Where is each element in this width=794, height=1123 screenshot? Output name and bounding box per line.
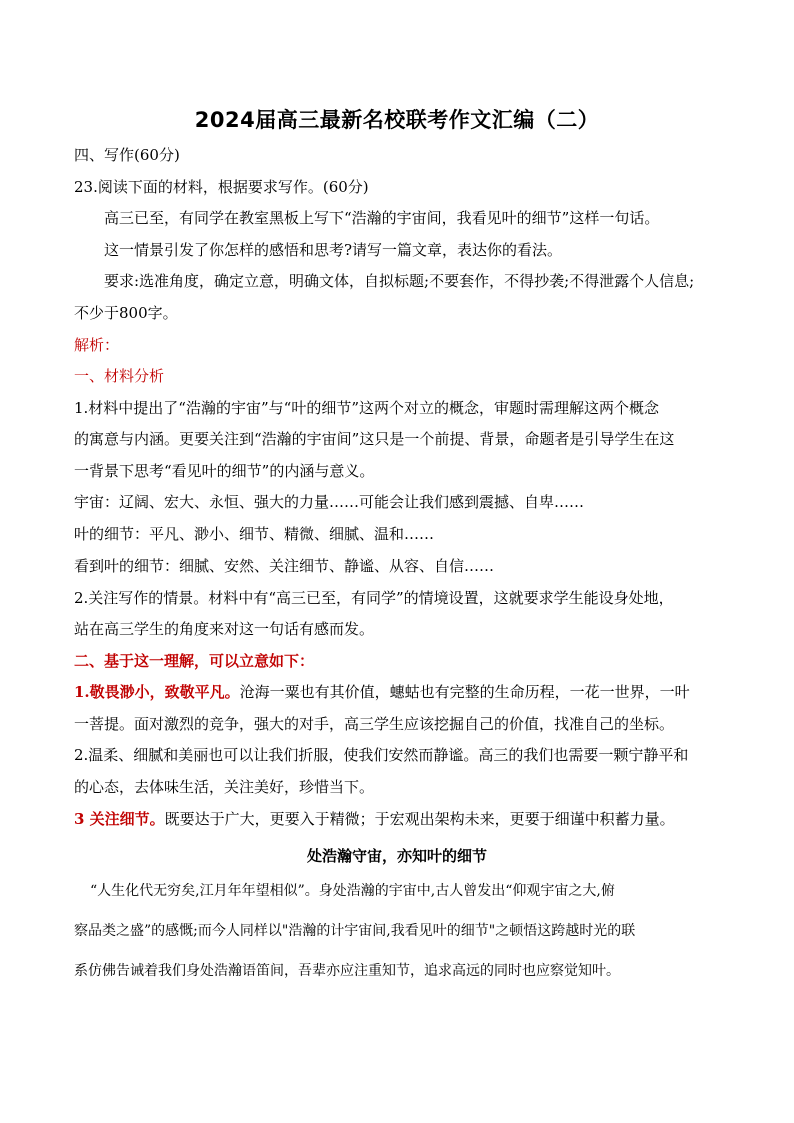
analysis-paragraph-1-line-3: 一背景下思考“看见叶的细节”的内涵与意义。 (74, 462, 375, 480)
part1-heading: 一、材料分析 (74, 367, 165, 385)
essay-line-2: 察品类之盛”的感慨;而今人同样以"浩瀚的计宇宙间,我看见叶的细节"之顿悟这跨越时光的联 (74, 923, 636, 939)
idea-3-line (74, 809, 734, 829)
requirement-text-1: 要求:选准角度，确定立意，明确文体，自拟标题;不要套作，不得抄袭;不得泄露个人信息; (104, 272, 695, 290)
analysis-label: 解析： (74, 336, 120, 354)
idea-1-line-1 (74, 682, 734, 702)
idea-1-title: 1.敬畏渺小，致敬平凡。 (74, 683, 240, 701)
material-text-1: 高三已至，有同学在教室黑板上写下“浩瀚的宇宙间，我看见叶的细节”这样一句话。 (104, 209, 660, 227)
question-prompt: 23.阅读下面的材料，根据要求写作。(60分) (74, 178, 369, 196)
section-heading: 四、写作(60分) (74, 146, 180, 164)
idea-2-line-1: 2.温柔、细腻和美丽也可以让我们折服，使我们安然而静谧。高三的我们也需要一颗宁静平和 (74, 746, 689, 764)
leaf-description: 叶的细节：平凡、渺小、细节、精微、细腻、温和…… (74, 525, 435, 543)
material-text-2: 这一情景引发了你怎样的感悟和思考?请写一篇文章，表达你的看法。 (104, 241, 563, 259)
part2-heading: 二、基于这一理解，可以立意如下： (74, 652, 315, 670)
idea-2-line-2: 的心态，去体味生活，关注美好，珍惜当下。 (74, 778, 375, 796)
analysis-paragraph-2-line-2: 站在高三学生的角度来对这一句话有感而发。 (74, 620, 375, 638)
requirement-text-2: 不少于800字。 (74, 304, 178, 322)
essay-line-3: 系仿佛告诫着我们身处浩瀚语笛间，吾辈亦应注重知节，追求高远的同时也应察觉知叶。 (74, 963, 620, 979)
essay-title: 处浩瀚守宙，亦知叶的细节 (306, 847, 487, 865)
idea-3-title: 3 关注细节。 (74, 810, 165, 828)
page-title: 2024届高三最新名校联考作文汇编（二） (194, 108, 600, 132)
analysis-paragraph-2-line-1: 2.关注写作的情景。材料中有“高三已至，有同学”的情境设置，这就要求学生能设身处地， (74, 589, 674, 607)
idea-3-text: 既要达于广大，更要入于精微；于宏观出架构未来，更要于细谨中积蓄力量。 (164, 810, 675, 828)
idea-1-text: 沧海一粟也有其价值，蟪蛄也有完整的生命历程，一花一世界，一叶 (239, 683, 690, 701)
idea-1-line-2: 一菩提。面对激烈的竞争，强大的对手，高三学生应该挖掘自己的价值，找准自己的坐标。 (74, 715, 675, 733)
analysis-paragraph-1-line-1: 1.材料中提出了“浩瀚的宇宙”与“叶的细节”这两个对立的概念，审题时需理解这两个概念 (74, 399, 659, 417)
universe-description: 宇宙：辽阔、宏大、永恒、强大的力量……可能会让我们感到震撼、自卑…… (74, 493, 585, 511)
analysis-paragraph-1-line-2: 的寓意与内涵。更要关注到“浩瀚的宇宙间”这只是一个前提、背景，命题者是引导学生在这 (74, 430, 675, 448)
essay-line-1: “人生化代无穷矣,江月年年望相似”。身处浩瀚的宇宙中,古人曾发出“仰观宇宙之大,俯 (90, 883, 615, 899)
seeing-leaf-description: 看到叶的细节：细腻、安然、关注细节、静谧、从容、自信…… (74, 557, 495, 575)
